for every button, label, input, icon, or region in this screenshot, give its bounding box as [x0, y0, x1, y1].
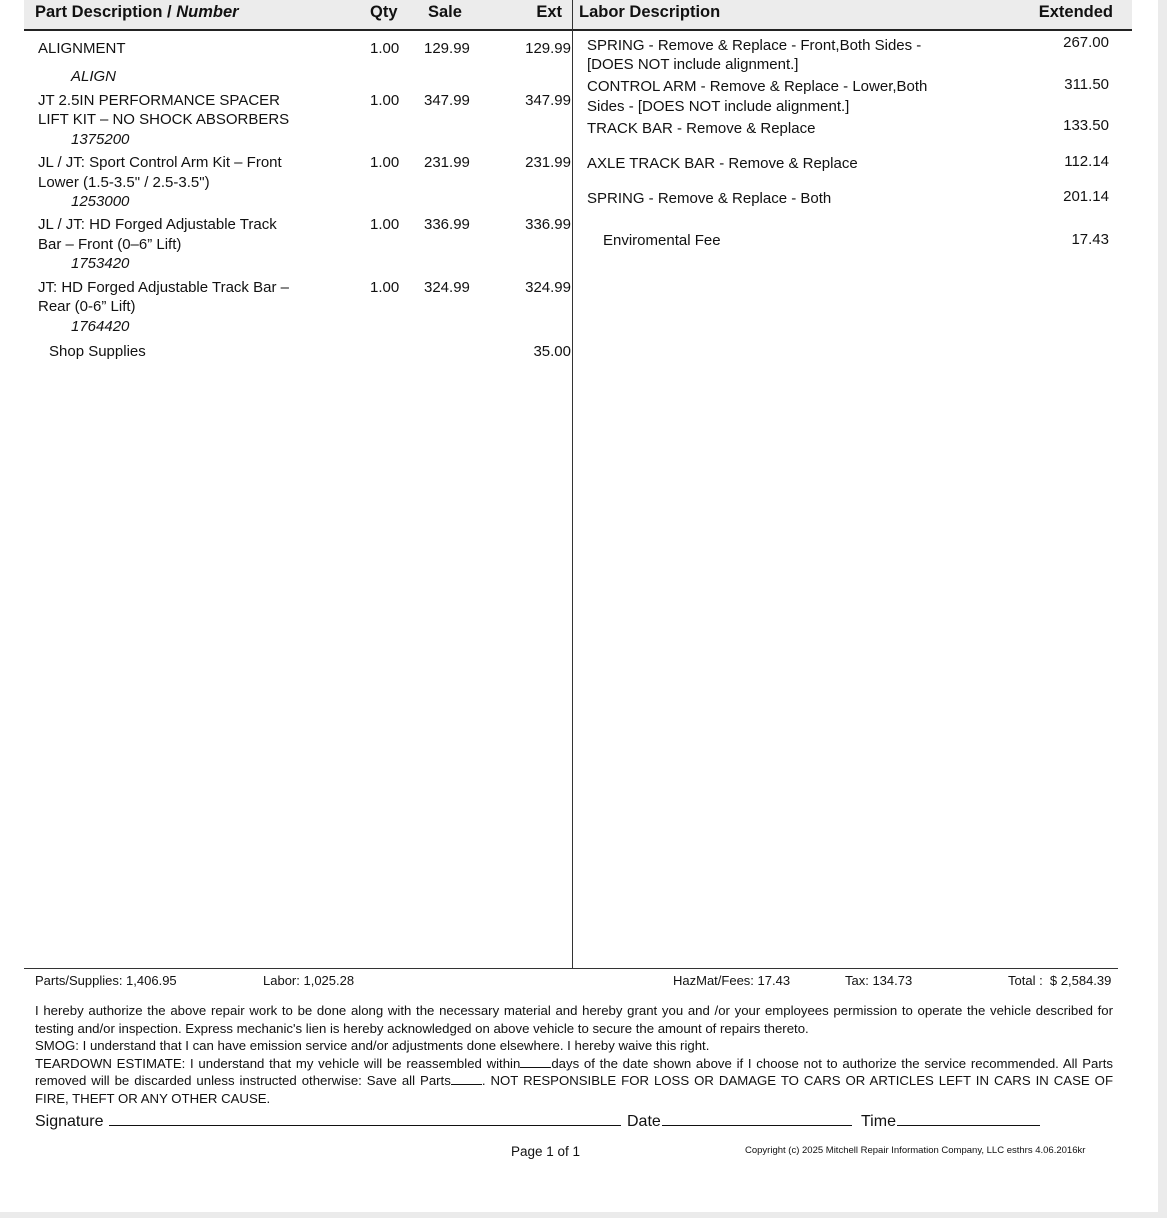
part-description-line2: Rear (0-6” Lift)	[38, 298, 136, 315]
time-line[interactable]	[897, 1109, 1040, 1126]
time-field	[861, 1109, 1040, 1131]
date-line[interactable]	[662, 1109, 852, 1126]
part-number: 1253000	[71, 193, 130, 210]
labor-description: CONTROL ARM - Remove & Replace - Lower,Both	[587, 78, 928, 95]
qty-header: Qty	[370, 3, 398, 21]
authorization-paragraph: I hereby authorize the above repair work to be done along with the necessary material and hereby grant you and /or your employees permission to operate the vehicle described for testing and/or inspection. Express mechanic's lien is hereby acknowledged on above vehicle to secure the amount of repairs thereto.	[35, 1003, 1113, 1036]
part-number: 1764420	[71, 318, 130, 335]
labor-description: SPRING - Remove & Replace - Both	[587, 190, 832, 207]
part-sale: 129.99	[424, 40, 470, 57]
part-description-header-label: Part Description /	[35, 3, 177, 21]
column-divider	[572, 0, 573, 968]
teardown-text-a: TEARDOWN ESTIMATE: I understand that my vehicle will be reassembled within	[35, 1055, 521, 1071]
signature-line[interactable]	[109, 1109, 621, 1126]
page-indicator: Page 1 of 1	[511, 1144, 581, 1159]
part-qty: 1.00	[370, 92, 400, 109]
part-description: JT: HD Forged Adjustable Track Bar –	[38, 279, 289, 296]
labor-description: AXLE TRACK BAR - Remove & Replace	[587, 155, 858, 172]
grand-total-label: Total :	[1008, 973, 1043, 988]
labor-description-line2: Sides - [DOES NOT include alignment.]	[587, 98, 850, 115]
part-description-line2: Lower (1.5-3.5" / 2.5-3.5")	[38, 174, 210, 191]
smog-paragraph: SMOG: I understand that I can have emission service and/or adjustments done elsewhere. I hereby waive this right.	[35, 1038, 710, 1053]
part-sale: 231.99	[424, 154, 470, 171]
part-ext: 347.99	[525, 92, 571, 109]
part-sale: 324.99	[424, 279, 470, 296]
days-blank[interactable]	[520, 1055, 551, 1068]
labor-header	[573, 0, 1132, 31]
part-description-header	[35, 3, 239, 22]
part-description: JT 2.5IN PERFORMANCE SPACER	[38, 92, 280, 109]
part-sale: 336.99	[424, 216, 470, 233]
labor-amount: 267.00	[1063, 34, 1109, 51]
labor-description: SPRING - Remove & Replace - Front,Both Sides -	[587, 37, 922, 54]
part-ext: 231.99	[525, 154, 571, 171]
totals-divider	[24, 968, 1118, 969]
labor-amount: 112.14	[1064, 153, 1109, 170]
env-fee-amount: 17.43	[1071, 231, 1109, 248]
teardown-text-b: days of the date shown above if I choose not to authorize the service recommended. All Parts removed will be discarded unless instructed otherwise: Save all Parts	[35, 1055, 1113, 1088]
shop-supplies-ext: 35.00	[533, 343, 571, 360]
labor-amount: 133.50	[1063, 117, 1109, 134]
part-qty: 1.00	[370, 216, 400, 233]
part-number-header-label: Number	[176, 3, 239, 21]
date-label: Date	[627, 1113, 661, 1130]
part-ext: 129.99	[525, 40, 571, 57]
labor-total: Labor: 1,025.28	[263, 973, 355, 988]
part-number: ALIGN	[71, 68, 117, 85]
labor-description-line2: [DOES NOT include alignment.]	[587, 56, 799, 73]
grand-total	[1008, 973, 1111, 988]
part-description: ALIGNMENT	[38, 40, 126, 57]
authorization-terms	[35, 1002, 1113, 1107]
labor-amount: 311.50	[1064, 76, 1109, 93]
env-fee-label: Enviromental Fee	[603, 232, 721, 249]
teardown-paragraph	[35, 1055, 1113, 1108]
date-field	[627, 1109, 852, 1131]
part-qty: 1.00	[370, 40, 400, 57]
part-description-line2: Bar – Front (0–6” Lift)	[38, 236, 182, 253]
labor-amount: 201.14	[1063, 188, 1109, 205]
labor-description: TRACK BAR - Remove & Replace	[587, 120, 816, 137]
time-label: Time	[861, 1113, 896, 1130]
part-sale: 347.99	[424, 92, 470, 109]
part-qty: 1.00	[370, 154, 400, 171]
signature-label: Signature	[35, 1113, 104, 1130]
tax-total: Tax: 134.73	[845, 973, 913, 988]
ext-header: Ext	[536, 3, 562, 21]
part-description: JL / JT: HD Forged Adjustable Track	[38, 216, 277, 233]
part-number: 1753420	[71, 255, 130, 272]
save-parts-blank[interactable]	[451, 1072, 482, 1085]
part-description: JL / JT: Sport Control Arm Kit – Front	[38, 154, 282, 171]
grand-total-value: $ 2,584.39	[1049, 973, 1112, 988]
part-number: 1375200	[71, 131, 130, 148]
copyright-notice: Copyright (c) 2025 Mitchell Repair Information Company, LLC esthrs 4.06.2016kr	[745, 1145, 1086, 1156]
part-description-line2: LIFT KIT – NO SHOCK ABSORBERS	[38, 111, 290, 128]
extended-header: Extended	[1038, 3, 1113, 21]
labor-description-header: Labor Description	[579, 3, 721, 21]
teardown-text-c: . NOT RESPONSIBLE FOR LOSS OR DAMAGE TO CARS OR ARTICLES LEFT IN CARS IN CASE OF FIRE, THEFT OR ANY OTHER CAUSE.	[35, 1073, 1113, 1106]
hazmat-total: HazMat/Fees: 17.43	[673, 973, 791, 988]
signature-field	[35, 1109, 621, 1131]
part-ext: 336.99	[525, 216, 571, 233]
part-qty: 1.00	[370, 279, 400, 296]
parts-header	[24, 0, 572, 31]
sale-header: Sale	[428, 3, 462, 21]
shop-supplies-label: Shop Supplies	[49, 343, 146, 360]
parts-supplies-total: Parts/Supplies: 1,406.95	[35, 973, 177, 988]
part-ext: 324.99	[525, 279, 571, 296]
